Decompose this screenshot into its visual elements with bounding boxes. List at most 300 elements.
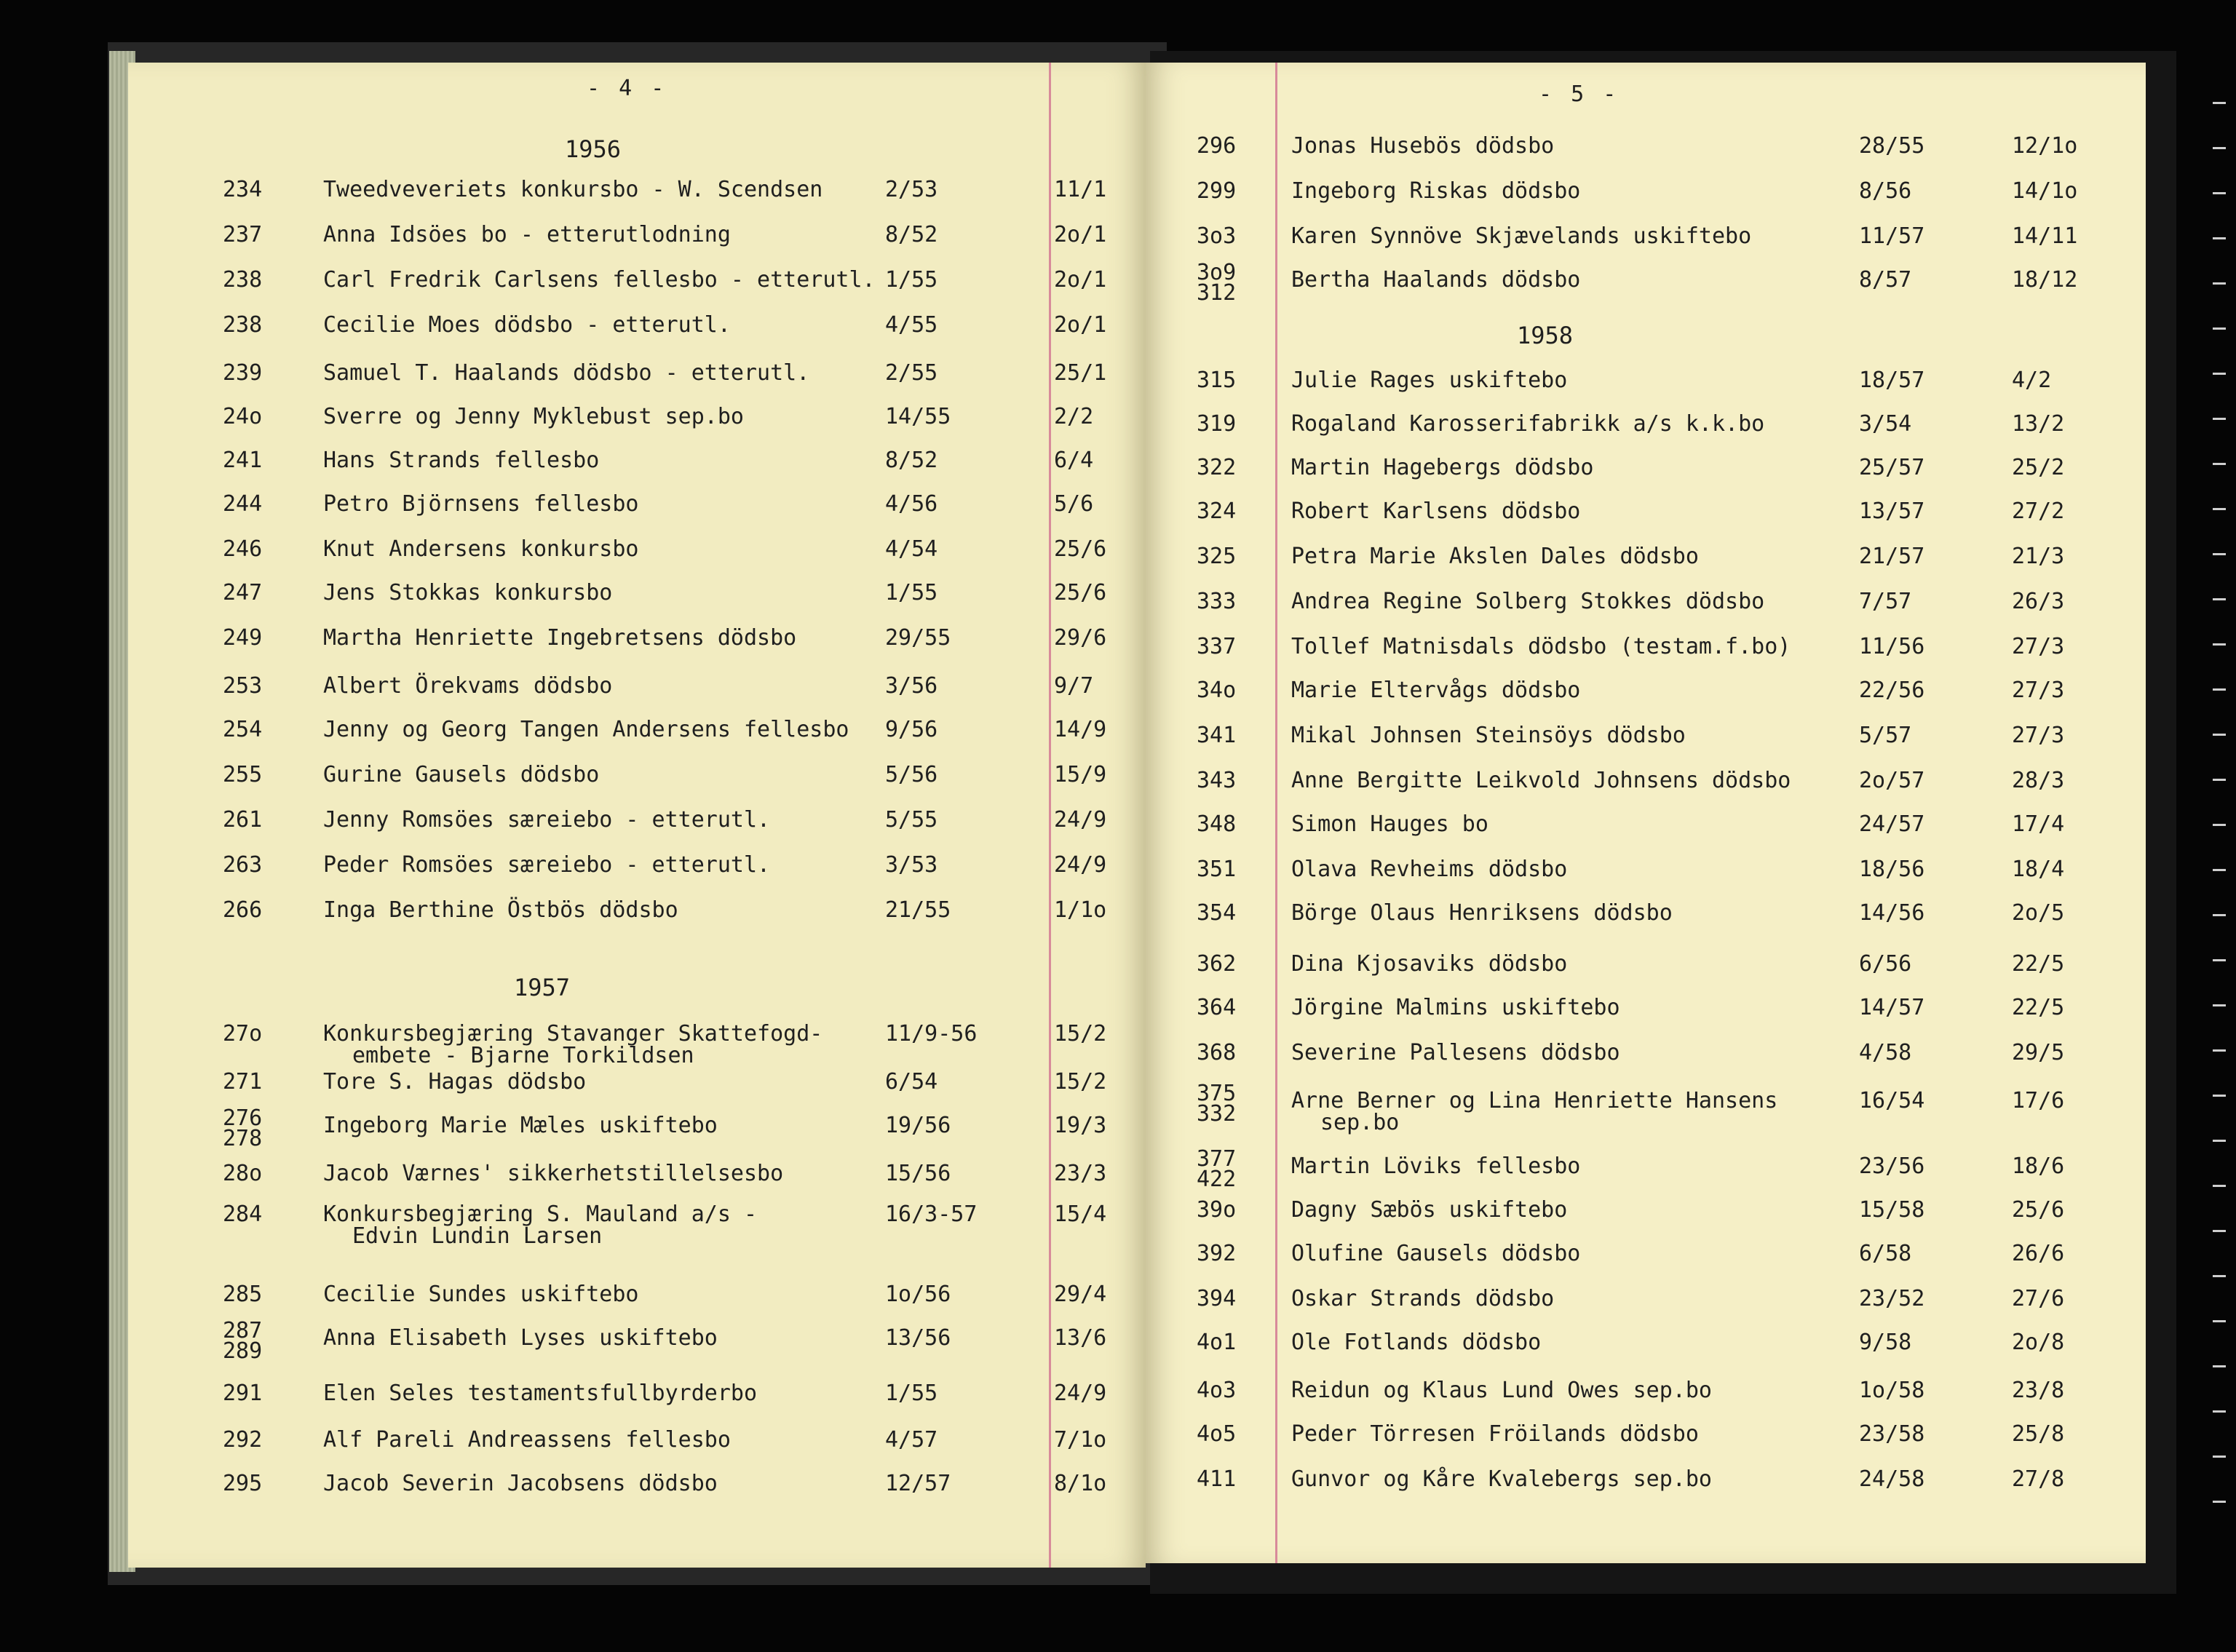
- entry-row: [1146, 996, 2146, 1020]
- entry-date: 25/6: [1054, 536, 1107, 562]
- entry-number: 291: [223, 1381, 263, 1406]
- entry-number: 375: [1197, 1081, 1237, 1106]
- entry-date: 22/5: [2012, 951, 2065, 977]
- entry-number: 247: [223, 580, 263, 605]
- entry-number: 271: [223, 1069, 263, 1095]
- entry-row: [1146, 224, 2146, 249]
- entry-date: 12/1o: [2012, 133, 2078, 159]
- entry-reference: 14/56: [1859, 900, 1925, 926]
- entry-date: 1/1o: [1054, 897, 1107, 923]
- entry-name: Peder Törresen Fröilands dödsbo: [1291, 1421, 1699, 1447]
- entry-number: 392: [1197, 1241, 1237, 1266]
- entry-number: 4o5: [1197, 1421, 1237, 1447]
- entry-name: Martha Henriette Ingebretsens dödsbo: [323, 625, 797, 651]
- entry-row: [128, 853, 1146, 878]
- entry-name: Carl Fredrik Carlsens fellesbo - etterutl.: [323, 267, 876, 293]
- entry-number: 241: [223, 448, 263, 473]
- page-number: - 5 -: [1539, 82, 1619, 107]
- entry-row: [1146, 1330, 2146, 1355]
- entry-number: 333: [1197, 589, 1237, 614]
- entry-date: 28/3: [2012, 768, 2065, 793]
- ruler-scale: [2197, 102, 2226, 1557]
- entry-name: Konkursbegjæring S. Mauland a/s -: [323, 1202, 758, 1227]
- entry-date: 7/1o: [1054, 1427, 1107, 1453]
- entry-date: 2o/1: [1054, 312, 1107, 338]
- entry-date: 14/11: [2012, 223, 2078, 249]
- entry-reference: 2o/57: [1859, 768, 1925, 793]
- entry-reference: 25/57: [1859, 455, 1925, 480]
- entry-number: 411: [1197, 1466, 1237, 1492]
- entry-date: 25/1: [1054, 360, 1107, 386]
- entry-number: 253: [223, 673, 263, 699]
- entry-date: 13/2: [2012, 411, 2065, 437]
- entry-reference: 9/58: [1859, 1330, 1912, 1355]
- entry-number: 337: [1197, 634, 1237, 659]
- entry-date: 2o/5: [2012, 900, 2065, 926]
- entry-reference: 23/52: [1859, 1286, 1925, 1311]
- entry-row: [1146, 635, 2146, 659]
- entry-date: 23/8: [2012, 1378, 2065, 1403]
- entry-reference: 8/52: [885, 222, 938, 247]
- ruler-tick: [2213, 1004, 2226, 1006]
- entry-name: Andrea Regine Solberg Stokkes dödsbo: [1291, 589, 1765, 614]
- entry-number: 325: [1197, 544, 1237, 569]
- entry-number: 276: [223, 1105, 263, 1131]
- entry-date: 5/6: [1054, 491, 1094, 517]
- entry-row: [128, 405, 1146, 429]
- entry-number: 368: [1197, 1040, 1237, 1065]
- entry-date: 25/2: [2012, 455, 2065, 480]
- entry-row: [1146, 812, 2146, 837]
- ruler-tick: [2213, 1456, 2226, 1458]
- entry-row: [128, 898, 1146, 923]
- entry-name: Arne Berner og Lina Henriette Hansens: [1291, 1088, 1778, 1113]
- entry-name: Rogaland Karosserifabrikk a/s k.k.bo: [1291, 411, 1765, 437]
- entry-name: Olava Revheims dödsbo: [1291, 857, 1568, 882]
- ruler-tick: [2213, 1365, 2226, 1367]
- entry-number: 39o: [1197, 1197, 1237, 1223]
- entry-row: [1146, 1467, 2146, 1492]
- ruler-tick: [2213, 508, 2226, 510]
- entry-reference: 9/56: [885, 717, 938, 742]
- entry-number: 394: [1197, 1286, 1237, 1311]
- entry-name: Inga Berthine Östbös dödsbo: [323, 897, 678, 923]
- entry-name: Konkursbegjæring Stavanger Skattefogd-: [323, 1021, 823, 1047]
- year-heading: 1957: [514, 974, 571, 1001]
- entry-name: Sverre og Jenny Myklebust sep.bo: [323, 404, 744, 429]
- entry-reference: 3/53: [885, 852, 938, 878]
- entry-date: 27/2: [2012, 499, 2065, 524]
- entry-number: 322: [1197, 455, 1237, 480]
- entry-number: 255: [223, 762, 263, 787]
- entry-name: Bertha Haalands dödsbo: [1291, 267, 1581, 293]
- entry-row: [128, 1021, 1146, 1068]
- entry-reference: 4/57: [885, 1427, 938, 1453]
- ruler-tick: [2213, 869, 2226, 871]
- entry-reference: 8/57: [1859, 267, 1912, 293]
- entry-name: Reidun og Klaus Lund Owes sep.bo: [1291, 1378, 1712, 1403]
- entry-date: 27/3: [2012, 634, 2065, 659]
- entry-date: 29/6: [1054, 625, 1107, 651]
- entry-row: [128, 718, 1146, 742]
- entry-name: Oskar Strands dödsbo: [1291, 1286, 1555, 1311]
- entry-row: [128, 1428, 1146, 1453]
- ruler-tick: [2213, 824, 2226, 826]
- entry-row: [1146, 260, 2146, 306]
- entry-name: Olufine Gausels dödsbo: [1291, 1241, 1581, 1266]
- entry-row: [1146, 1041, 2146, 1065]
- entry-row: [1146, 1081, 2146, 1135]
- entry-number: 261: [223, 807, 263, 833]
- entry-name: Jörgine Malmins uskiftebo: [1291, 995, 1620, 1020]
- entry-reference: 5/56: [885, 762, 938, 787]
- entry-number: 377: [1197, 1146, 1237, 1172]
- entry-date: 24/9: [1054, 1381, 1107, 1406]
- entry-name: Cecilie Moes dödsbo - etterutl.: [323, 312, 731, 338]
- ruler-tick: [2213, 102, 2226, 104]
- ruler-tick: [2213, 237, 2226, 239]
- entry-reference: 11/9-56: [885, 1021, 978, 1047]
- entry-number: 4o1: [1197, 1330, 1237, 1355]
- entry-row: [128, 492, 1146, 517]
- ruler-tick: [2213, 598, 2226, 600]
- entry-row: [1146, 412, 2146, 437]
- entry-reference: 11/56: [1859, 634, 1925, 659]
- entry-number: 34o: [1197, 678, 1237, 703]
- entry-date: 19/3: [1054, 1113, 1107, 1138]
- entry-reference: 24/58: [1859, 1466, 1925, 1492]
- entry-reference: 3/54: [1859, 411, 1912, 437]
- entry-name: Dagny Sæbös uskiftebo: [1291, 1197, 1568, 1223]
- entry-row: [1146, 857, 2146, 882]
- entry-reference: 5/55: [885, 807, 938, 833]
- entry-name: Peder Romsöes særeiebo - etterutl.: [323, 852, 771, 878]
- entry-reference: 15/56: [885, 1161, 951, 1186]
- entry-reference: 3/56: [885, 673, 938, 699]
- entry-number: 284: [223, 1202, 263, 1227]
- entry-number: 278: [223, 1126, 263, 1151]
- entry-row: [1146, 1422, 2146, 1447]
- entry-row: [128, 1381, 1146, 1406]
- entry-name: Gunvor og Kåre Kvalebergs sep.bo: [1291, 1466, 1712, 1492]
- entry-reference: 1/55: [885, 267, 938, 293]
- entry-reference: 24/57: [1859, 811, 1925, 837]
- entry-date: 9/7: [1054, 673, 1094, 699]
- entry-number: 299: [1197, 178, 1237, 204]
- entry-name: Jacob Værnes' sikkerhetstillelsesbo: [323, 1161, 784, 1186]
- entry-reference: 2/53: [885, 177, 938, 202]
- entry-reference: 1/55: [885, 580, 938, 605]
- entry-name: Jacob Severin Jacobsens dödsbo: [323, 1471, 718, 1496]
- entry-number: 292: [223, 1427, 263, 1453]
- entry-number: 3o3: [1197, 223, 1237, 249]
- entry-date: 25/8: [2012, 1421, 2065, 1447]
- entry-reference: 28/55: [1859, 133, 1925, 159]
- entry-number: 254: [223, 717, 263, 742]
- entry-date: 18/6: [2012, 1153, 2065, 1179]
- entry-date: 13/6: [1054, 1325, 1107, 1351]
- entry-reference: 1o/58: [1859, 1378, 1925, 1403]
- entry-reference: 22/56: [1859, 678, 1925, 703]
- entry-row: [1146, 769, 2146, 793]
- entry-row: [128, 361, 1146, 386]
- entry-number: 238: [223, 267, 263, 293]
- ruler-tick: [2213, 1049, 2226, 1052]
- entry-name: Gurine Gausels dödsbo: [323, 762, 600, 787]
- entry-reference: 2/55: [885, 360, 938, 386]
- entry-date: 24/9: [1054, 852, 1107, 878]
- entry-row: [1146, 1378, 2146, 1403]
- entry-number: 324: [1197, 499, 1237, 524]
- ruler-tick: [2213, 1230, 2226, 1232]
- entry-date: 27/6: [2012, 1286, 2065, 1311]
- entry-name: Anna Idsöes bo - etterutlodning: [323, 222, 731, 247]
- right-page: [1146, 63, 2146, 1563]
- entry-name: Samuel T. Haalands dödsbo - etterutl.: [323, 360, 810, 386]
- ruler-tick: [2213, 1501, 2226, 1503]
- ruler-tick: [2213, 147, 2226, 149]
- entry-date: 2o/8: [2012, 1330, 2065, 1355]
- ruler-tick: [2213, 373, 2226, 375]
- entry-date: 14/9: [1054, 717, 1107, 742]
- entry-number: 244: [223, 491, 263, 517]
- entry-reference: 13/57: [1859, 499, 1925, 524]
- entry-date: 25/6: [2012, 1197, 2065, 1223]
- entry-date: 15/2: [1054, 1021, 1107, 1047]
- entry-reference: 18/57: [1859, 368, 1925, 393]
- entry-row: [1146, 1146, 2146, 1192]
- entry-name: Petra Marie Akslen Dales dödsbo: [1291, 544, 1699, 569]
- entry-row: [128, 1318, 1146, 1364]
- entry-reference: 12/57: [885, 1471, 951, 1496]
- entry-date: 21/3: [2012, 544, 2065, 569]
- entry-reference: 6/54: [885, 1069, 938, 1095]
- entry-reference: 15/58: [1859, 1197, 1925, 1223]
- entry-number: 3o9: [1197, 260, 1237, 285]
- entry-name: Ole Fotlands dödsbo: [1291, 1330, 1542, 1355]
- entry-reference: 21/55: [885, 897, 951, 923]
- entry-row: [1146, 1287, 2146, 1311]
- entry-row: [1146, 499, 2146, 524]
- entry-number: 295: [223, 1471, 263, 1496]
- entry-name-continued: sep.bo: [1320, 1110, 1400, 1135]
- entry-reference: 23/58: [1859, 1421, 1925, 1447]
- entry-row: [128, 178, 1146, 202]
- ruler-tick: [2213, 734, 2226, 736]
- entry-number: 354: [1197, 900, 1237, 926]
- entry-name: Julie Rages uskiftebo: [1291, 368, 1568, 393]
- entry-number: 237: [223, 222, 263, 247]
- entry-row: [128, 1105, 1146, 1151]
- entry-name: Jenny og Georg Tangen Andersens fellesbo: [323, 717, 849, 742]
- ruler-tick: [2213, 192, 2226, 194]
- entry-name: Mikal Johnsen Steinsöys dödsbo: [1291, 723, 1686, 748]
- entry-date: 15/4: [1054, 1202, 1107, 1227]
- entry-name-continued: Edvin Lundin Larsen: [352, 1223, 603, 1249]
- entry-reference: 21/57: [1859, 544, 1925, 569]
- ruler-tick: [2213, 1320, 2226, 1322]
- entry-number: 28o: [223, 1161, 263, 1186]
- entry-date: 4/2: [2012, 368, 2052, 393]
- entry-date: 15/2: [1054, 1069, 1107, 1095]
- entry-name: Martin Löviks fellesbo: [1291, 1153, 1581, 1179]
- entry-number: 332: [1197, 1101, 1237, 1127]
- entry-reference: 23/56: [1859, 1153, 1925, 1179]
- entry-reference: 19/56: [885, 1113, 951, 1138]
- entry-row: [1146, 544, 2146, 569]
- entry-name: Tore S. Hagas dödsbo: [323, 1069, 587, 1095]
- entry-reference: 11/57: [1859, 223, 1925, 249]
- entry-number: 4o3: [1197, 1378, 1237, 1403]
- entry-row: [1146, 589, 2146, 614]
- entry-reference: 16/3-57: [885, 1202, 978, 1227]
- entry-date: 8/1o: [1054, 1471, 1107, 1496]
- entry-name: Anne Bergitte Leikvold Johnsens dödsbo: [1291, 768, 1791, 793]
- entry-name: Robert Karlsens dödsbo: [1291, 499, 1581, 524]
- entry-name: Jenny Romsöes særeiebo - etterutl.: [323, 807, 771, 833]
- entry-number: 312: [1197, 280, 1237, 306]
- entry-name: Ingeborg Marie Mæles uskiftebo: [323, 1113, 718, 1138]
- entry-row: [128, 626, 1146, 651]
- entry-name: Cecilie Sundes uskiftebo: [323, 1282, 639, 1307]
- ruler-tick: [2213, 779, 2226, 781]
- entry-name: Jens Stokkas konkursbo: [323, 580, 613, 605]
- year-heading: 1956: [565, 135, 622, 163]
- entry-reference: 4/54: [885, 536, 938, 562]
- entry-reference: 8/56: [1859, 178, 1912, 204]
- entry-name: Alf Pareli Andreassens fellesbo: [323, 1427, 731, 1453]
- entry-date: 24/9: [1054, 807, 1107, 833]
- entry-name: Petro Björnsens fellesbo: [323, 491, 639, 517]
- entry-row: [1146, 723, 2146, 748]
- entry-reference: 4/58: [1859, 1040, 1912, 1065]
- entry-reference: 1o/56: [885, 1282, 951, 1307]
- entry-row: [128, 1282, 1146, 1307]
- entry-reference: 5/57: [1859, 723, 1912, 748]
- entry-row: [1146, 901, 2146, 926]
- entry-date: 11/1: [1054, 177, 1107, 202]
- entry-date: 25/6: [1054, 580, 1107, 605]
- entry-name: Karen Synnöve Skjævelands uskiftebo: [1291, 223, 1752, 249]
- entry-row: [1146, 179, 2146, 204]
- entry-date: 2o/1: [1054, 222, 1107, 247]
- entry-number: 289: [223, 1338, 263, 1364]
- entry-row: [128, 763, 1146, 787]
- entry-name: Anna Elisabeth Lyses uskiftebo: [323, 1325, 718, 1351]
- entry-name: Tweedveveriets konkursbo - W. Scendsen: [323, 177, 823, 202]
- entry-name: Tollef Matnisdals dödsbo (testam.f.bo): [1291, 634, 1791, 659]
- entry-row: [128, 537, 1146, 562]
- entry-date: 17/6: [2012, 1088, 2065, 1113]
- entry-row: [1146, 456, 2146, 480]
- entry-date: 26/3: [2012, 589, 2065, 614]
- entry-row: [128, 1472, 1146, 1496]
- entry-date: 27/8: [2012, 1466, 2065, 1492]
- entry-reference: 4/55: [885, 312, 938, 338]
- entry-date: 27/3: [2012, 678, 2065, 703]
- entry-reference: 29/55: [885, 625, 951, 651]
- entry-date: 29/5: [2012, 1040, 2065, 1065]
- ruler-tick: [2213, 1185, 2226, 1187]
- entry-row: [128, 674, 1146, 699]
- year-heading: 1958: [1517, 322, 1574, 349]
- entry-name: Jonas Husebös dödsbo: [1291, 133, 1555, 159]
- entry-row: [128, 223, 1146, 247]
- ruler-tick: [2213, 553, 2226, 555]
- entry-name: Marie Eltervågs dödsbo: [1291, 678, 1581, 703]
- entry-number: 296: [1197, 133, 1237, 159]
- entry-row: [128, 581, 1146, 605]
- entry-reference: 4/56: [885, 491, 938, 517]
- entry-row: [128, 448, 1146, 473]
- ruler-tick: [2213, 1095, 2226, 1097]
- entry-name-continued: embete - Bjarne Torkildsen: [352, 1043, 694, 1068]
- entry-row: [128, 1070, 1146, 1095]
- ruler-tick: [2213, 914, 2226, 916]
- ruler-tick: [2213, 327, 2226, 330]
- ruler-tick: [2213, 1275, 2226, 1277]
- entry-reference: 1/55: [885, 1381, 938, 1406]
- entry-reference: 7/57: [1859, 589, 1912, 614]
- entry-date: 17/4: [2012, 811, 2065, 837]
- entry-date: 14/1o: [2012, 178, 2078, 204]
- entry-reference: 6/58: [1859, 1241, 1912, 1266]
- entry-number: 24o: [223, 404, 263, 429]
- entry-number: 27o: [223, 1021, 263, 1047]
- page-number: - 4 -: [587, 76, 667, 101]
- entry-number: 238: [223, 312, 263, 338]
- entry-row: [128, 1202, 1146, 1249]
- entry-reference: 16/54: [1859, 1088, 1925, 1113]
- entry-number: 266: [223, 897, 263, 923]
- entry-number: 343: [1197, 768, 1237, 793]
- entry-name: Börge Olaus Henriksens dödsbo: [1291, 900, 1673, 926]
- entry-name: Knut Andersens konkursbo: [323, 536, 639, 562]
- entry-number: 362: [1197, 951, 1237, 977]
- entry-date: 18/12: [2012, 267, 2078, 293]
- entry-number: 364: [1197, 995, 1237, 1020]
- entry-date: 26/6: [2012, 1241, 2065, 1266]
- entry-date: 6/4: [1054, 448, 1094, 473]
- entry-name: Severine Pallesens dödsbo: [1291, 1040, 1620, 1065]
- entry-row: [1146, 952, 2146, 977]
- ruler-tick: [2213, 643, 2226, 646]
- entry-name: Elen Seles testamentsfullbyrderbo: [323, 1381, 758, 1406]
- entry-number: 348: [1197, 811, 1237, 837]
- ruler-tick: [2213, 463, 2226, 465]
- entry-reference: 18/56: [1859, 857, 1925, 882]
- ruler-tick: [2213, 418, 2226, 420]
- entry-date: 23/3: [1054, 1161, 1107, 1186]
- entry-reference: 14/57: [1859, 995, 1925, 1020]
- entry-number: 246: [223, 536, 263, 562]
- entry-name: Hans Strands fellesbo: [323, 448, 600, 473]
- entry-row: [128, 268, 1146, 293]
- entry-name: Dina Kjosaviks dödsbo: [1291, 951, 1568, 977]
- entry-row: [1146, 678, 2146, 703]
- entry-date: 2o/1: [1054, 267, 1107, 293]
- entry-number: 287: [223, 1318, 263, 1343]
- entry-number: 422: [1197, 1167, 1237, 1192]
- entry-number: 341: [1197, 723, 1237, 748]
- ruler-tick: [2213, 959, 2226, 961]
- entry-name: Martin Hagebergs dödsbo: [1291, 455, 1594, 480]
- ruler-tick: [2213, 1140, 2226, 1142]
- entry-reference: 13/56: [885, 1325, 951, 1351]
- entry-row: [1146, 134, 2146, 159]
- entry-date: 29/4: [1054, 1282, 1107, 1307]
- entry-row: [128, 1161, 1146, 1186]
